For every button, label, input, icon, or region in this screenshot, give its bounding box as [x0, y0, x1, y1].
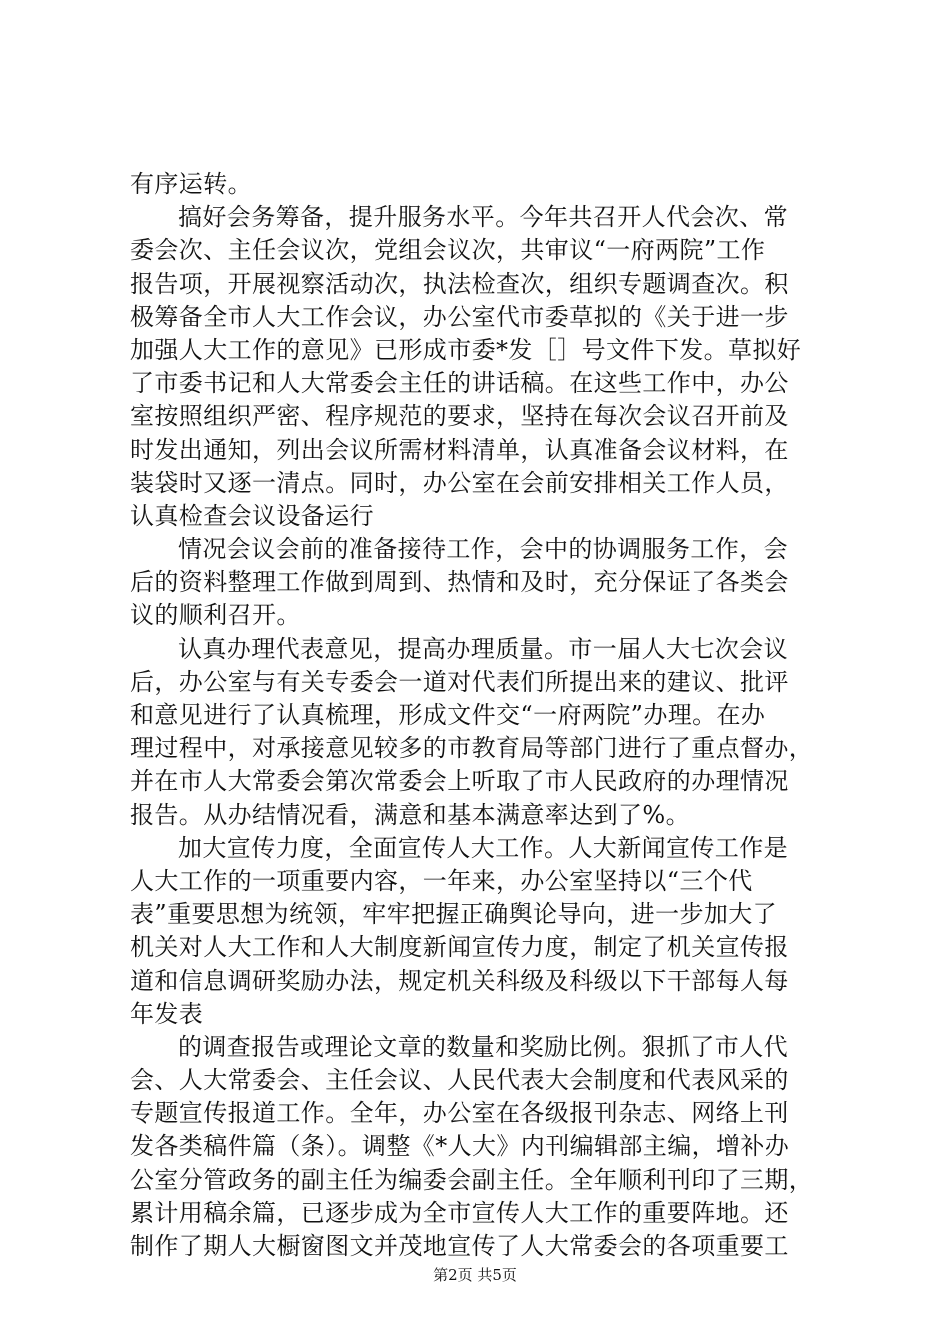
- page-footer: 第2页 共5页: [433, 1266, 517, 1284]
- text-line: 报告。从办结情况看，满意和基本满意率达到了%。: [130, 800, 691, 829]
- text-line: 了市委书记和人大常委会主任的讲话稿。在这些工作中，办公: [130, 369, 789, 398]
- text-line: 人大工作的一项重要内容，一年来，办公室坚持以“三个代: [130, 866, 753, 895]
- text-line: 累计用稿余篇，已逐步成为全市宣传人大工作的重要阵地。还: [130, 1198, 789, 1227]
- text-line: 认真检查会议设备运行: [130, 501, 374, 530]
- text-line: 和意见进行了认真梳理，形成文件交“一府两院”办理。在办: [130, 701, 766, 729]
- text-line: 后的资料整理工作做到周到、热情和及时，充分保证了各类会: [130, 568, 789, 597]
- document-body: [130, 168, 830, 1263]
- text-line: 委会次、主任会议次，党组会议次，共审议“一府两院”工作: [130, 236, 766, 265]
- text-line: 专题宣传报道工作。全年，办公室在各级报刊杂志、网络上刊: [130, 1099, 789, 1128]
- text-line: 后，办公室与有关专委会一道对代表们所提出来的建议、批评: [130, 667, 789, 696]
- text-line: 议的顺利召开。: [130, 601, 301, 630]
- text-line: 道和信息调研奖励办法，规定机关科级及科级以下干部每人每: [130, 966, 789, 995]
- text-line: 有序运转。: [130, 170, 252, 198]
- text-line: 发各类稿件篇（条）。调整《*人大》内刊编辑部主编，增补办: [130, 1132, 790, 1161]
- text-line: 搞好会务筹备，提升服务水平。今年共召开人代会次、常: [178, 203, 788, 232]
- text-line: 理过程中，对承接意见较多的市教育局等部门进行了重点督办，: [130, 734, 814, 763]
- text-line: 加强人大工作的意见》已形成市委*发［］号文件下发。草拟好: [130, 335, 802, 364]
- text-line: 装袋时又逐一清点。同时，办公室在会前安排相关工作人员，: [130, 468, 789, 497]
- text-line: 极筹备全市人大工作会议，办公室代市委草拟的《关于进一步: [130, 302, 789, 331]
- text-line: 情况会议会前的准备接待工作，会中的协调服务工作，会: [178, 535, 788, 564]
- text-line: 时发出通知，列出会议所需材料清单，认真准备会议材料，在: [130, 435, 789, 464]
- text-line: 公室分管政务的副主任为编委会副主任。全年顺利刊印了三期，: [130, 1165, 814, 1194]
- text-line: 并在市人大常委会第次常委会上听取了市人民政府的办理情况: [130, 767, 789, 796]
- text-line: 报告项，开展视察活动次，执法检查次，组织专题调查次。积: [130, 269, 789, 298]
- text-line: 加大宣传力度，全面宣传人大工作。人大新闻宣传工作是: [178, 833, 788, 862]
- text-line: 年发表: [130, 999, 204, 1028]
- text-line: 会、人大常委会、主任会议、人民代表大会制度和代表风采的: [130, 1066, 789, 1095]
- text-line: 的调查报告或理论文章的数量和奖励比例。狠抓了市人代: [178, 1032, 788, 1061]
- text-line: 表”重要思想为统领，牢牢把握正确舆论导向，进一步加大了: [130, 900, 778, 929]
- text-line: 制作了期人大橱窗图文并茂地宣传了人大常委会的各项重要工: [130, 1232, 789, 1260]
- text-line: 室按照组织严密、程序规范的要求，坚持在每次会议召开前及: [130, 402, 789, 431]
- text-line: 机关对人大工作和人大制度新闻宣传力度，制定了机关宣传报: [130, 933, 789, 962]
- text-line: 认真办理代表意见，提高办理质量。市一届人大七次会议: [178, 634, 788, 663]
